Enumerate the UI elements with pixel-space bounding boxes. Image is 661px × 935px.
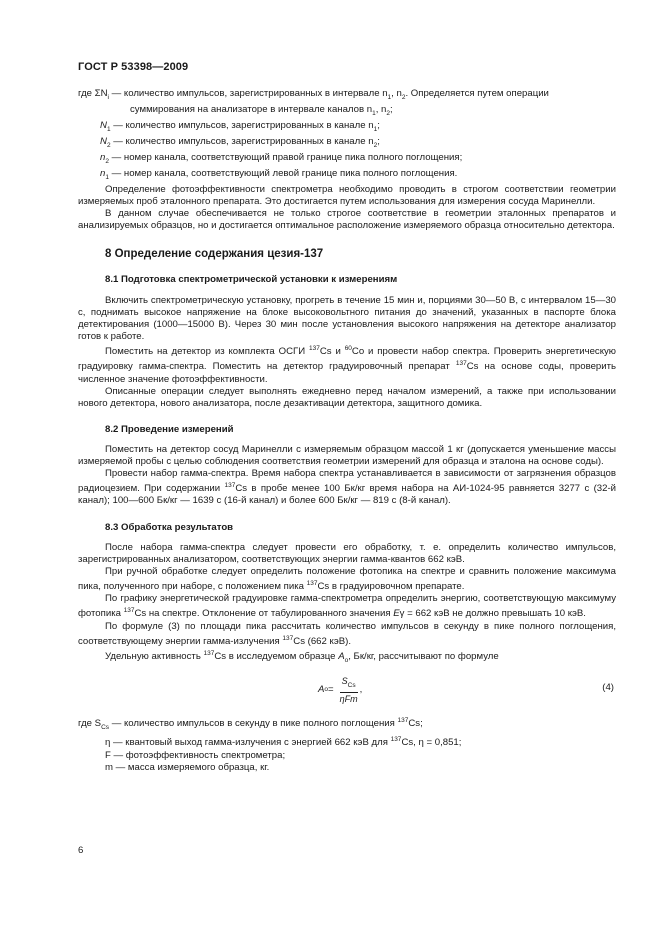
definition-item: $n_1$ — номер канала, соответствующий левой границе пика полного поглощения. [100,168,458,181]
where-item: η — квантовый выход гамма-излучения с энергией 662 кэВ для $^{137}$Cs, η = 0,851; [105,736,462,749]
where-list [78,715,616,774]
page-number: 6 [78,845,84,856]
paragraph: При ручной обработке следует определить положение фотопика на спектре и сравнить положение максимума пика, полученного при наборе, с положением пика $^{137}$Cs в градуировочном препарате. [78,565,616,593]
paragraph: По формуле (3) по площади пика рассчитать количество импульсов в секунду в пике полного поглощения, соответствующему энергии гамма-излучения $^{137}$Cs (662 кэВ). [78,620,616,647]
paragraph: Поместить на детектор из комплекта ОСГИ $^{137}$Cs и $^{60}$Co и провести набор спектра. Проверить энергетическую градуировку гамма-спектра. Поместить на детектор градуировочный препарат $^{137}$Cs на основе соды, проверить численное значение фотоэффективности. [78,344,616,385]
formula-block [78,673,616,707]
paragraph: Включить спектрометрическую установку, прогреть в течение 15 мин и, порциями 30—50 В, с интервалом 15—30 с, поднимать высокое напряжение на блоке высоковольтного питания до значений, указанных в паспорте блока детектирования (1000—15000 В). Через 30 мин после установления высокого напряжения на детекторе анализатор готов к работе. [78,294,616,342]
paragraph: Удельную активность $^{137}$Cs в исследуемом образце $A_o$, Бк/кг, рассчитывают по формуле [105,649,499,665]
where-item: m — масса измеряемого образца, кг. [105,761,270,773]
definition-item: $N_2$ — количество импульсов, зарегистрированных в канале $n_2$; [100,136,380,149]
definition-item: $N_1$ — количество импульсов, зарегистрированных в канале $n_1$; [100,120,380,133]
definition-sum-continuation: суммирования на анализаторе в интервале каналов $n_1$, $n_2$; [130,104,393,117]
paragraph: Провести набор гамма-спектра. Время набора спектра устанавливается в зависимости от загрязнения образцов радиоцезием. При содержании $^{137}$Cs в пробе менее 100 Бк/кг время набора на АИ-1024-95 равняется 3277 с (32-й канал); 100—600 Бк/кг — 1639 с (16-й канал) и более 600 Бк/кг — 819 с (8-й канал). [78,468,617,507]
subsection-heading-8-3: 8.3 Обработка результатов [105,521,234,533]
formula-fraction: $\frac{S_{Cs}}{\text{ηFm}}$ [339,676,358,705]
paragraph: По графику энергетической градуировке гамма-спектрометра определить энергию, соответствующую максимуму фотопика $^{137}$Cs на спектре. Отклонение от табулированного значения Eγ = 662 кэВ не должно превышать 10 кэВ. [78,593,616,620]
paragraph: После набора гамма-спектра следует провести его обработку, т. е. определить количество импульсов, зарегистрированных анализатором, соответствующих энергии гамма-квантов 662 кэВ. [78,541,616,565]
formula: A o = $\frac{S_{Cs}}{\text{ηFm}}$ , [318,676,363,705]
subsection-heading-8-1: 8.1 Подготовка спектрометрической установки к измерениям [105,274,398,286]
section-heading: 8 Определение содержания цезия-137 [105,248,324,261]
subsection-heading-8-2: 8.2 Проведение измерений [105,423,234,435]
paragraph: Поместить на детектор сосуд Маринелли с измеряемым образцом массой 1 кг (допускается уменьшение массы измеряемой пробы с целью соблюдения соответствия геометрии измерений для образца и эталона на основе соды). [78,443,616,467]
equation-number: (4) [602,682,614,694]
where-item: F — фотоэффективность спектрометра; [105,749,286,761]
standard-header: ГОСТ Р 53398—2009 [78,61,189,73]
page-content [78,88,616,774]
where-item: где $S_{Cs}$ — количество импульсов в секунду в пике полного поглощения $^{137}$Cs; [78,717,423,732]
definition-item: $n_2$ — номер канала, соответствующий правой границе пика полного поглощения; [100,152,463,165]
paragraph: В данном случае обеспечивается не только строгое соответствие в геометрии эталонных препаратов и анализируемых образцов, но и достигается оптимальное расположение измеряемого образца относительно детектора. [78,208,616,232]
paragraph: Описанные операции следует выполнять ежедневно перед началом измерений, а также при использовании нового детектора, нового анализатора, после дезактивации детектора, защитного домика. [78,385,616,409]
paragraph: Определение фотоэффективности спектрометра необходимо проводить в строгом соответствии геометрии измеряемых проб эталонного препарата. Это достигается путем использования для измерения сосуда Маринелли. [78,184,616,208]
definition-sum: где $\Sigma N_i$ — количество импульсов, зарегистрированных в интервале $n_1$, $n_2$. Определяется путем операции [78,88,549,101]
